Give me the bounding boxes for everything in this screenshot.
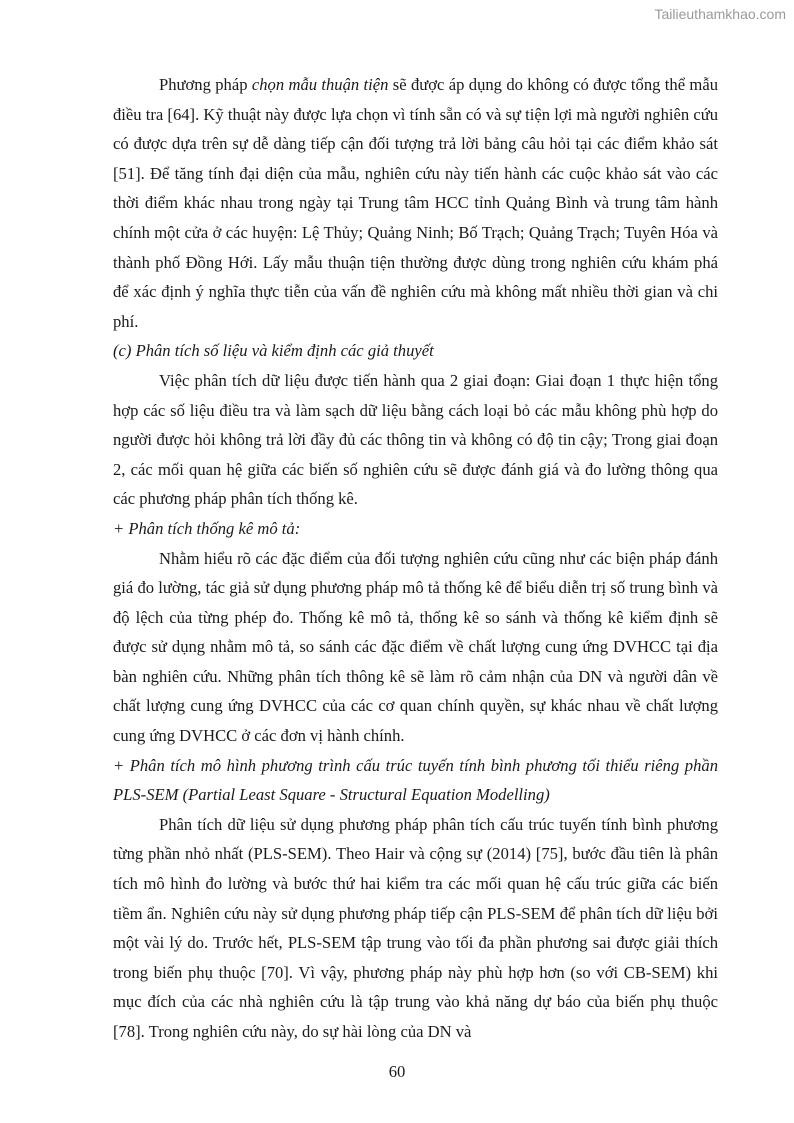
paragraph-sampling-intro: Phương pháp — [159, 75, 252, 94]
page-number: 60 — [388, 1062, 406, 1081]
paragraph-sampling-text: sẽ được áp dụng do không có được tổng thể mẫu điều tra [64]. Kỹ thuật này được lựa chọn vì tính sẵn có và sự tiện lợi mà người nghiên cứu có được dựa trên sự dễ dàng tiếp cận đối tượng trả lời bảng câu hỏi tại các điểm khảo sát [51]. Để tăng tính đại diện của mẫu, nghiên cứu này tiến hành các cuộc khảo sát vào các thời điểm khác nhau trong ngày tại Trung tâm HCC tỉnh Quảng Bình và trung tâm hành chính một cửa ở các huyện: Lệ Thủy; Quảng Ninh; Bố Trạch; Quảng Trạch; Tuyên Hóa và thành phố Đồng Hới. Lấy mẫu thuận tiện thường được dùng trong nghiên cứu khám phá để xác định ý nghĩa thực tiễn của vấn đề nghiên cứu mà không mất nhiều thời gian và chi phí. — [113, 75, 718, 331]
emphasis-convenience-sampling: chọn mẫu thuận tiện — [251, 75, 389, 94]
heading-data-analysis: (c) Phân tích số liệu và kiểm định các giả thuyết — [113, 341, 434, 361]
paragraph-analysis-stages: Việc phân tích dữ liệu được tiến hành qua 2 giai đoạn: Giai đoạn 1 thực hiện tổng hợp các số liệu điều tra và làm sạch dữ liệu bằng cách loại bỏ các mẫu không phù hợp do người được hỏi không trả lời đầy đủ các thông tin và không có độ tin cậy; Trong giai đoạn 2, các mối quan hệ giữa các biến số nghiên cứu sẽ được đánh giá và đo lường thông qua các phương pháp phân tích thống kê. — [113, 370, 718, 509]
paragraph-pls-sem: Phân tích dữ liệu sử dụng phương pháp phân tích cấu trúc tuyến tính bình phương từng phần nhỏ nhất (PLS-SEM). Theo Hair và cộng sự (2014) [75], bước đầu tiên là phân tích mô hình đo lường và bước thứ hai kiểm tra các mối quan hệ cấu trúc giữa các biến tiềm ẩn. Nghiên cứu này sử dụng phương pháp tiếp cận PLS-SEM để phân tích dữ liệu bởi một vài lý do. Trước hết, PLS-SEM tập trung vào tối đa phần phương sai được giải thích trong biến phụ thuộc [70]. Vì vậy, phương pháp này phù hợp hơn (so với CB-SEM) khi mục đích của các nhà nghiên cứu là tập trung vào khả năng dự báo của biến phụ thuộc [78]. Trong nghiên cứu này, do sự hài lòng của DN và — [113, 814, 718, 1041]
paragraph-descriptive-statistics: Nhằm hiểu rõ các đặc điểm của đối tượng nghiên cứu cũng như các biện pháp đánh giá đo lường, tác giả sử dụng phương pháp mô tả thống kê để biểu diễn trị số trung bình và độ lệch của từng phép đo. Thống kê mô tả, thống kê so sánh và thống kê kiểm định sẽ được sử dụng nhằm mô tả, so sánh các đặc điểm về chất lượng cung ứng DVHCC tại địa bàn nghiên cứu. Những phân tích thông kê sẽ làm rõ cảm nhận của DN và người dân về chất lượng cung ứng DVHCC của các cơ quan chính quyền, sự khác nhau về chất lượng cung ứng DVHCC ở các đơn vị hành chính. — [113, 548, 718, 746]
heading-descriptive-statistics: + Phân tích thống kê mô tả: — [113, 518, 301, 538]
paragraph-sampling — [113, 70, 718, 336]
watermark: Tailieuthamkhao.com — [654, 6, 786, 22]
heading-pls-sem: + Phân tích mô hình phương trình cấu trúc tuyến tính bình phương tối thiểu riêng phần PLS-SEM (Partial Least Square - Structural Equation Modelling) — [113, 755, 718, 805]
page-body — [113, 70, 718, 1047]
